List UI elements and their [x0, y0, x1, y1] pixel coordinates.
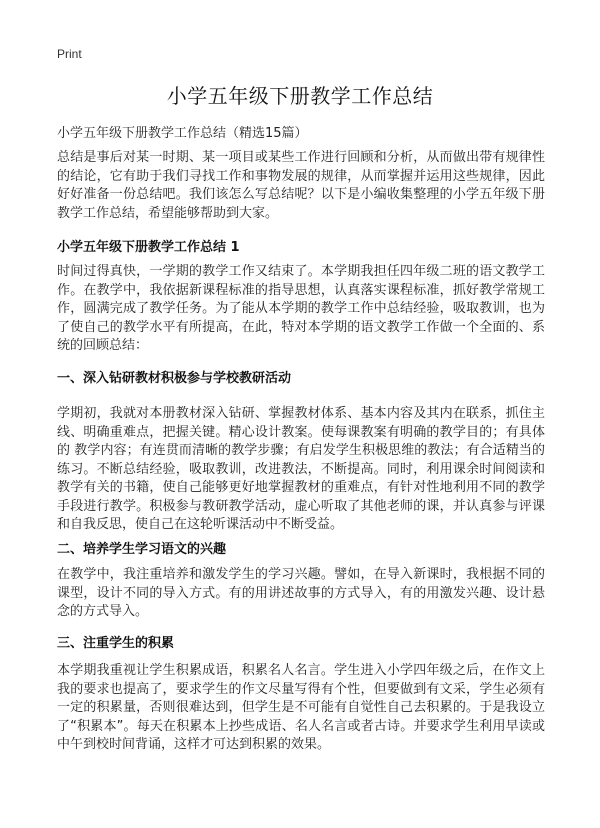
- page-title: 小学五年级下册教学工作总结: [166, 84, 434, 108]
- section-heading-1: 小学五年级下册教学工作总结 1: [57, 240, 240, 255]
- section-heading-4: 三、注重学生的积累: [57, 636, 175, 651]
- section-body-2: 学期初，我就对本册教材深入钻研、掌握教材体系、基本内容及其内在联系，抓住主线、明确重难点，把握关键。精心设计教案。使每课教案有明确的教学目的；有具体的 教学内容；有连贯而清晰的教学步骤；有启发学生积极思维的教法；有合适精当的练习。不断总结经验，吸取教训，改进教法，不断提高。同时，利用课余时间阅读和教学有关的书籍，使自己能够更好地掌握教材的重难点，有针对性地利用不同的教学手段进行教学。积极参与教研教学活动，虚心听取了其他老师的课，并认真参与评课和自我反思，使自己在这轮听课活动中不断受益。: [57, 406, 545, 532]
- print-label[interactable]: Print: [57, 47, 82, 61]
- section-heading-2: 一、深入钻研教材积极参与学校教研活动: [57, 371, 292, 386]
- document-subtitle: 小学五年级下册教学工作总结（精选15篇）: [57, 126, 308, 141]
- section-heading-3: 二、培养学生学习语文的兴趣: [57, 542, 227, 557]
- intro-paragraph: 总结是事后对某一时期、某一项目或某些工作进行回顾和分析，从而做出带有规律性的结论，它有助于我们寻找工作和事物发展的规律，从而掌握并运用这些规律，因此好好准备一份总结吧。我们该怎么写总结呢？以下是小编收集整理的小学五年级下册教学工作总结，希望能够帮助到大家。: [57, 150, 545, 221]
- section-body-1: 时间过得真快，一学期的教学工作又结束了。本学期我担任四年级二班的语文教学工作。在教学中，我依据新课程标准的指导思想，认真落实课程标准，抓好教学常规工作，圆满完成了教学任务。为了能从本学期的教学工作中总结经验，吸取教训，也为了使自己的教学水平有所提高，在此，特对本学期的语文教学工作做一个全面的、系统的回顾总结：: [57, 264, 545, 353]
- section-body-3: 在教学中，我注重培养和激发学生的学习兴趣。譬如，在导入新课时，我根据不同的课型，设计不同的导入方式。有的用讲述故事的方式导入，有的用激发兴趣、设计悬念的方式导入。: [57, 567, 545, 619]
- section-body-4: 本学期我重视让学生积累成语，积累名人名言。学生进入小学四年级之后，在作文上我的要求也提高了，要求学生的作文尽量写得有个性，但要做到有文采，学生必须有一定的积累量，否则很难达到，但学生是不可能有自觉性自己去积累的。于是我设立了“积累本”。每天在积累本上抄些成语、名人名言或者古诗。并要求学生利用早读或中午到校时间背诵，这样才可达到积累的效果。: [57, 663, 545, 752]
